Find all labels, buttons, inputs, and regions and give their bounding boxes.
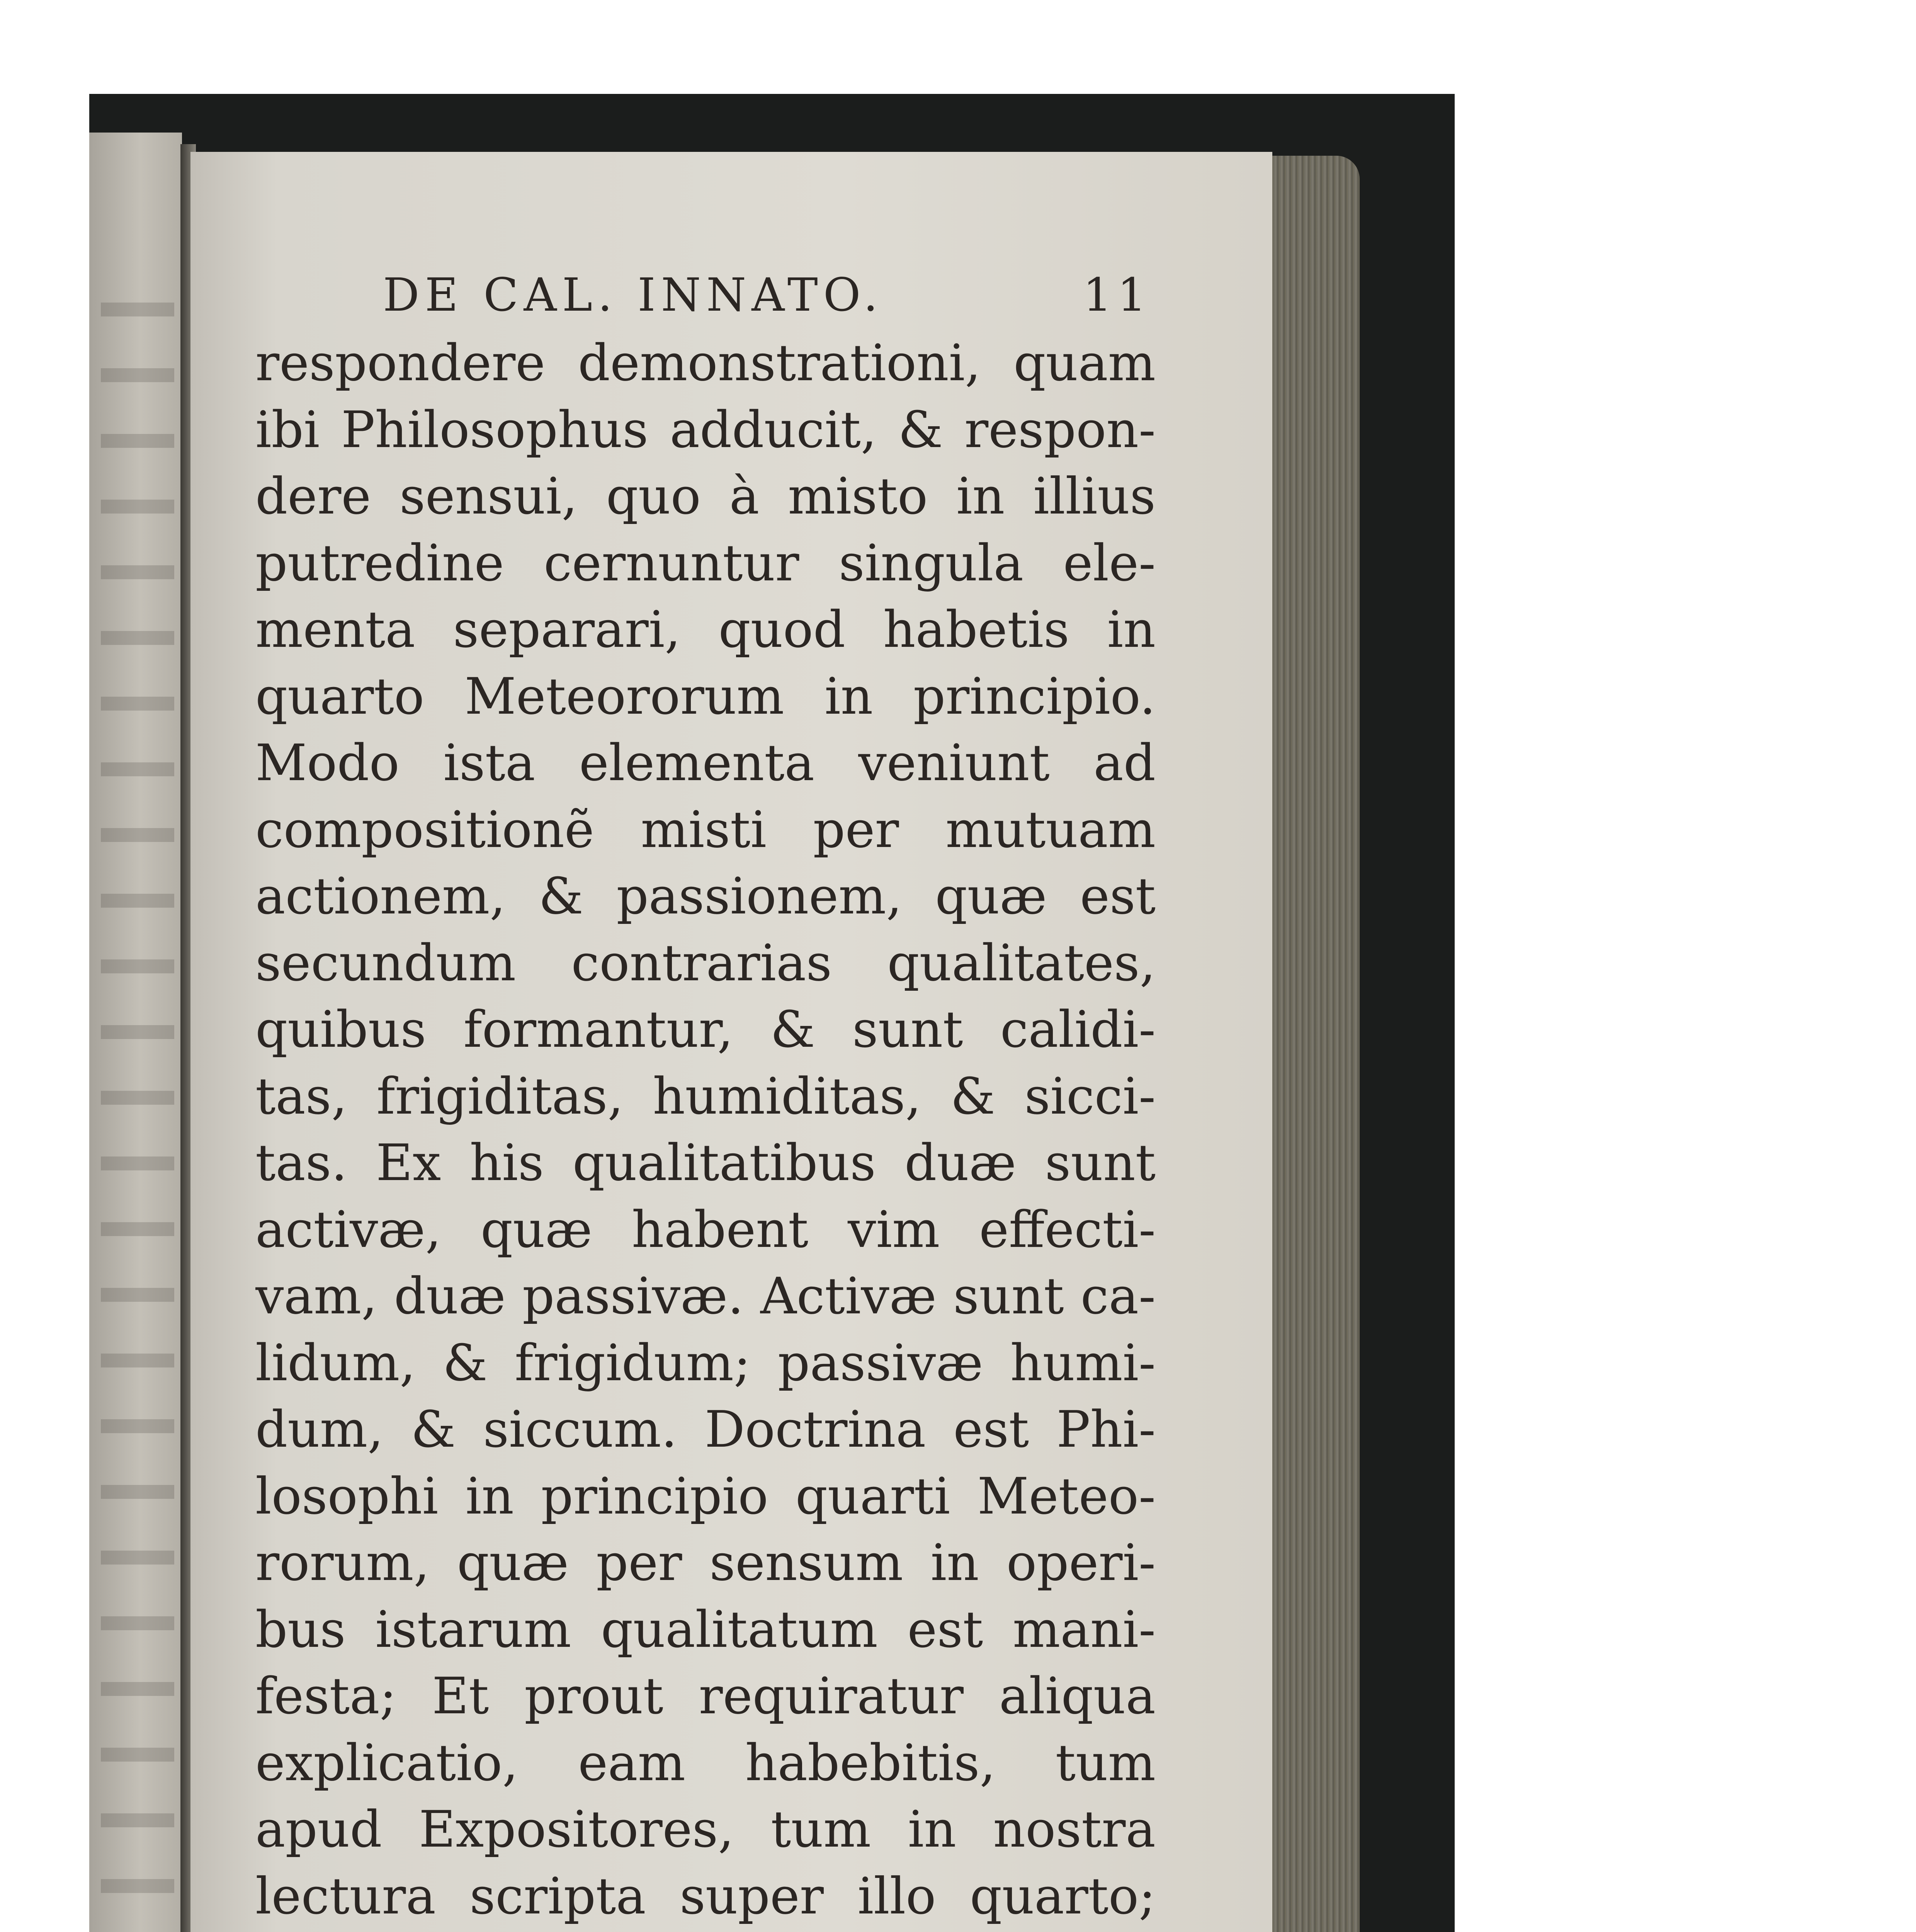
text-line: vam, duæ passivæ. Activæ sunt ca- xyxy=(255,1267,1156,1325)
text-line: lidum, & frigidum; passivæ humi- xyxy=(255,1333,1156,1392)
page-text-block xyxy=(255,264,1156,1932)
text-line: explicatio, eam habebitis, tum xyxy=(255,1733,1156,1792)
text-line: putredine cernuntur singula ele- xyxy=(255,533,1156,592)
text-line: tas. Ex his qualitatibus duæ sunt xyxy=(255,1133,1156,1192)
text-line: quibus formantur, & sunt calidi- xyxy=(255,1000,1156,1059)
text-line: respondere demonstrationi, quam xyxy=(255,333,1156,392)
text-line: ibi Philosophus adducit, & respon- xyxy=(255,400,1156,459)
page-number: 11 xyxy=(1083,268,1152,321)
text-line: apud Expositores, tum in nostra xyxy=(255,1800,1156,1859)
text-line: compositionẽ misti per mutuam xyxy=(255,800,1156,859)
text-line: lectura scripta super illo quarto; xyxy=(255,1866,1156,1925)
text-line: rorum, quæ per sensum in operi- xyxy=(255,1533,1156,1592)
text-line: losophi in principio quarti Meteo- xyxy=(255,1466,1156,1526)
text-line: bus istarum qualitatum est mani- xyxy=(255,1600,1156,1659)
text-line: festa; Et prout requiratur aliqua xyxy=(255,1667,1156,1725)
text-line: Modo ista elementa veniunt ad xyxy=(255,733,1156,792)
book-scan xyxy=(89,94,1455,1932)
text-line xyxy=(255,1929,1156,1932)
left-page-edge xyxy=(89,133,182,1932)
text-line: activæ, quæ habent vim effecti- xyxy=(255,1200,1156,1259)
running-head: DE CAL. INNATO. xyxy=(383,268,884,321)
text-line: menta separari, quod habetis in xyxy=(255,600,1156,659)
text-line: dere sensui, quo à misto in illius xyxy=(255,467,1156,526)
left-page-text-bleed xyxy=(101,303,174,1932)
text-line: actionem, & passionem, quæ est xyxy=(255,867,1156,925)
text-line: quarto Meteororum in principio. xyxy=(255,667,1156,726)
text-line: secundum contrarias qualitates, xyxy=(255,933,1156,992)
text-line: tas, frigiditas, humiditas, & sicci- xyxy=(255,1066,1156,1126)
text-line: dum, & siccum. Doctrina est Phi- xyxy=(255,1400,1156,1459)
